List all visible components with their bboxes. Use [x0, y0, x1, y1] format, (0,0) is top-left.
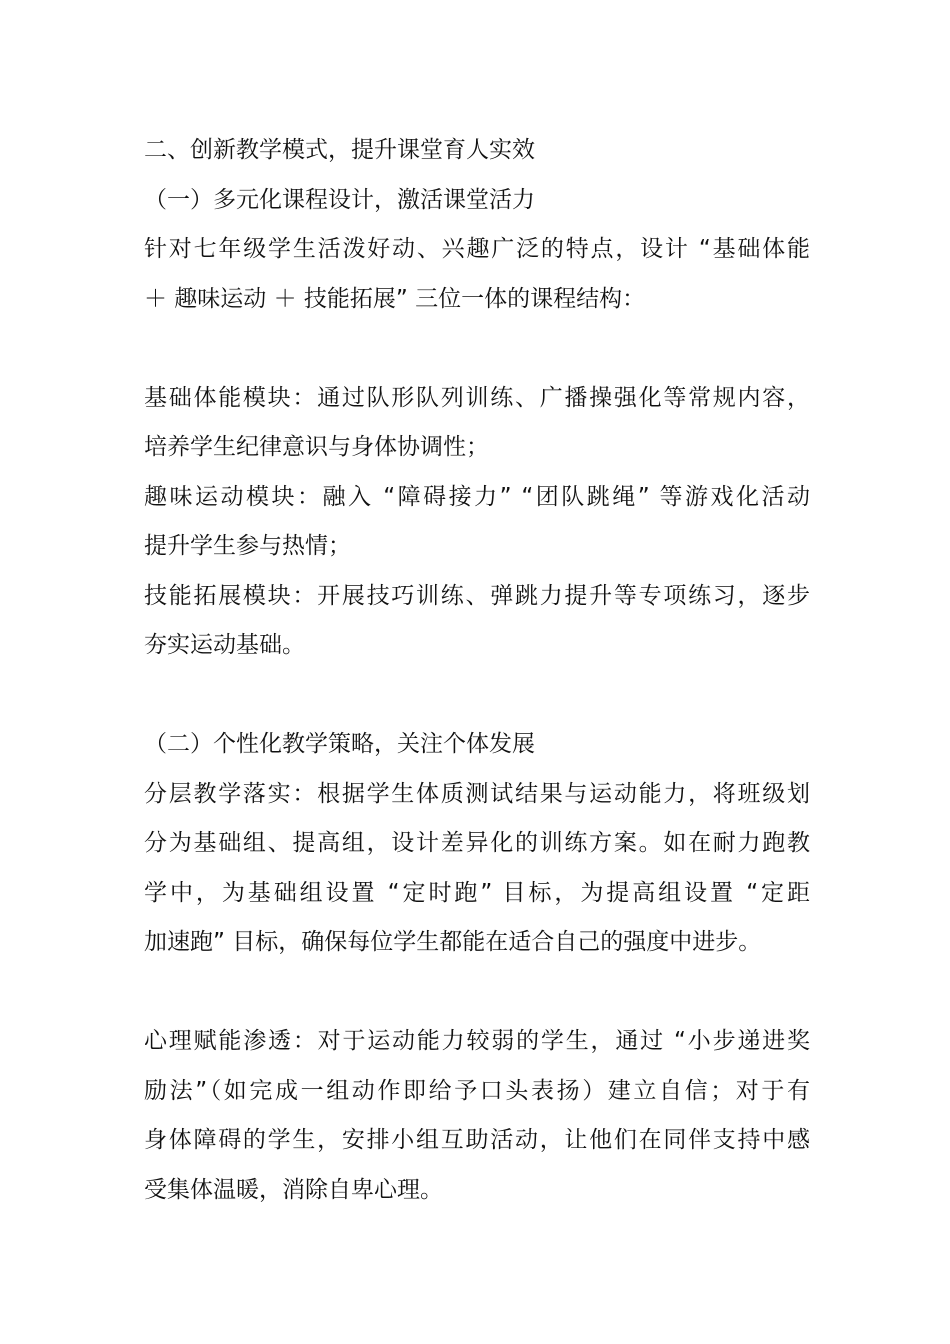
module-skill-line-2: 夯实运动基础。 — [144, 632, 305, 658]
paragraph-gap — [144, 324, 810, 374]
paragraph-gap — [144, 968, 810, 1018]
module-basic-line-2: 培养学生纪律意识与身体协调性； — [144, 434, 489, 460]
psych-empowerment-line-2: 励法”（如完成一组动作即给予口头表扬）建立自信；对于有 — [144, 1077, 810, 1104]
intro-line-1: 针对七年级学生活泼好动、兴趣广泛的特点，设计 “基础体能 — [144, 236, 810, 262]
psych-empowerment-line-4: 受集体温暖，消除自卑心理。 — [144, 1176, 443, 1203]
layered-teaching-line-4: 加速跑” 目标，确保每位学生都能在适合自己的强度中进步。 — [144, 929, 762, 955]
intro-line-2: ＋ 趣味运动 ＋ 技能拓展” 三位一体的课程结构： — [144, 285, 646, 312]
psych-empowerment-line-1: 心理赋能渗透：对于运动能力较弱的学生，通过 “小步递进奖 — [144, 1028, 810, 1054]
section-heading: 二、创新教学模式，提升课堂育人实效 — [144, 137, 535, 163]
module-fun-line-1: 趣味运动模块：融入 “障碍接力” “团队跳绳” 等游戏化活动 — [144, 483, 810, 510]
layered-teaching-line-2: 分为基础组、提高组，设计差异化的训练方案。如在耐力跑教 — [144, 830, 810, 856]
module-skill-line-1: 技能拓展模块：开展技巧训练、弹跳力提升等专项练习，逐步 — [144, 582, 810, 609]
subsection-1-heading: （一）多元化课程设计，激活课堂活力 — [144, 186, 535, 213]
document-body — [144, 126, 810, 1215]
module-fun-line-2: 提升学生参与热情； — [144, 533, 351, 559]
layered-teaching-line-1: 分层教学落实：根据学生体质测试结果与运动能力，将班级划 — [144, 780, 810, 807]
psych-empowerment-line-3: 身体障碍的学生，安排小组互助活动，让他们在同伴支持中感 — [144, 1127, 810, 1153]
paragraph-gap — [144, 671, 810, 721]
subsection-2-heading: （二）个性化教学策略，关注个体发展 — [144, 731, 535, 757]
module-basic-line-1: 基础体能模块：通过队形队列训练、广播操强化等常规内容， — [144, 384, 810, 411]
layered-teaching-line-3: 学中，为基础组设置 “定时跑” 目标，为提高组设置 “定距 — [144, 879, 810, 906]
